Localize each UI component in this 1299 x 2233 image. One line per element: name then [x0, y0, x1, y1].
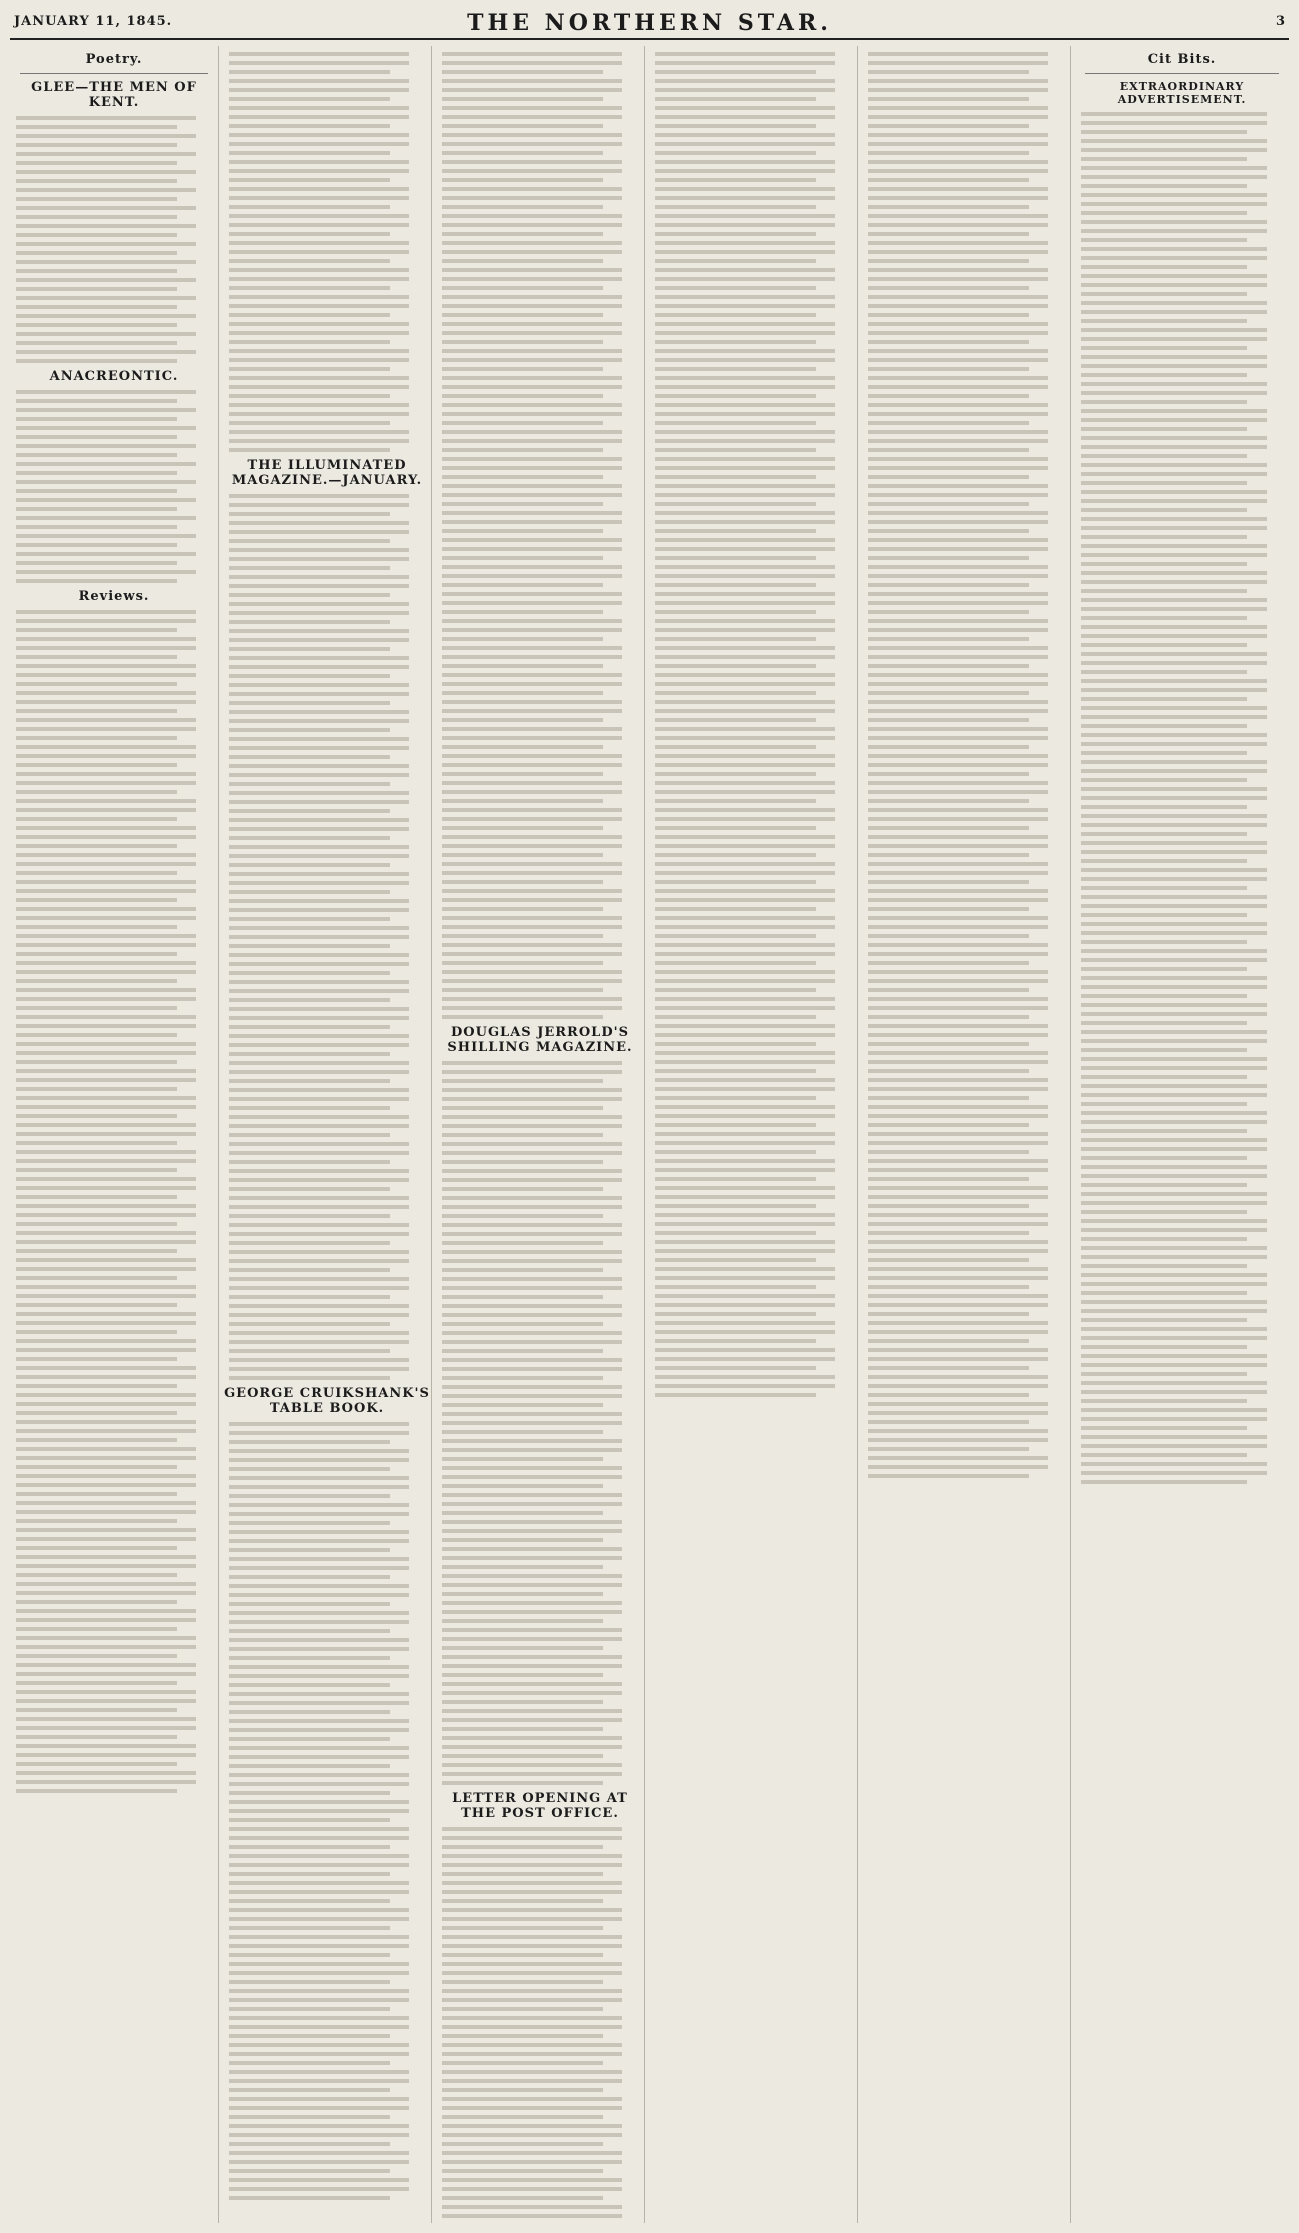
article-text	[655, 52, 851, 1397]
section-heading-letter-opening: LETTER OPENING AT THE POST OFFICE.	[452, 1791, 628, 1821]
section-heading-jerrold: DOUGLAS JERROLD'S SHILLING MAGAZINE.	[447, 1025, 633, 1055]
section-heading-glee: GLEE—THE MEN OF KENT.	[31, 80, 197, 110]
article-text	[442, 52, 638, 1019]
poem-anacreontic-text	[16, 390, 212, 583]
section-heading-illuminated: THE ILLUMINATED MAGAZINE.—JANUARY.	[231, 458, 423, 488]
section-heading-cit-bits: Cit Bits.	[1147, 52, 1217, 67]
article-text	[229, 494, 425, 1380]
column-6	[1075, 46, 1289, 2223]
article-text	[229, 1422, 425, 2200]
section-heading-poetry: Poetry.	[85, 52, 143, 67]
article-text	[442, 1827, 638, 2223]
issue-date: JANUARY 11, 1845.	[14, 14, 173, 29]
column-5	[862, 46, 1071, 2223]
article-text	[442, 1061, 638, 1785]
columns	[10, 46, 1289, 2223]
section-heading-anacreontic: ANACREONTIC.	[49, 369, 179, 384]
masthead	[10, 8, 1289, 40]
divider	[20, 73, 208, 74]
article-text	[229, 52, 425, 452]
column-2	[223, 46, 432, 2223]
column-4	[649, 46, 858, 2223]
page-number: 3	[1275, 14, 1285, 29]
article-text	[868, 52, 1064, 1478]
column-3	[436, 46, 645, 2223]
section-heading-reviews: Reviews.	[78, 589, 150, 604]
column-1	[10, 46, 219, 2223]
divider	[1085, 73, 1279, 74]
article-text	[1081, 112, 1283, 1484]
section-heading-extraordinary-advertisement: EXTRAORDINARY ADVERTISEMENT.	[1117, 80, 1247, 106]
paper-title: THE NORTHERN STAR.	[467, 10, 832, 36]
reviews-text	[16, 610, 212, 1793]
section-heading-table-book: GEORGE CRUIKSHANK'S TABLE BOOK.	[224, 1386, 430, 1416]
poem-glee-text	[16, 116, 212, 363]
